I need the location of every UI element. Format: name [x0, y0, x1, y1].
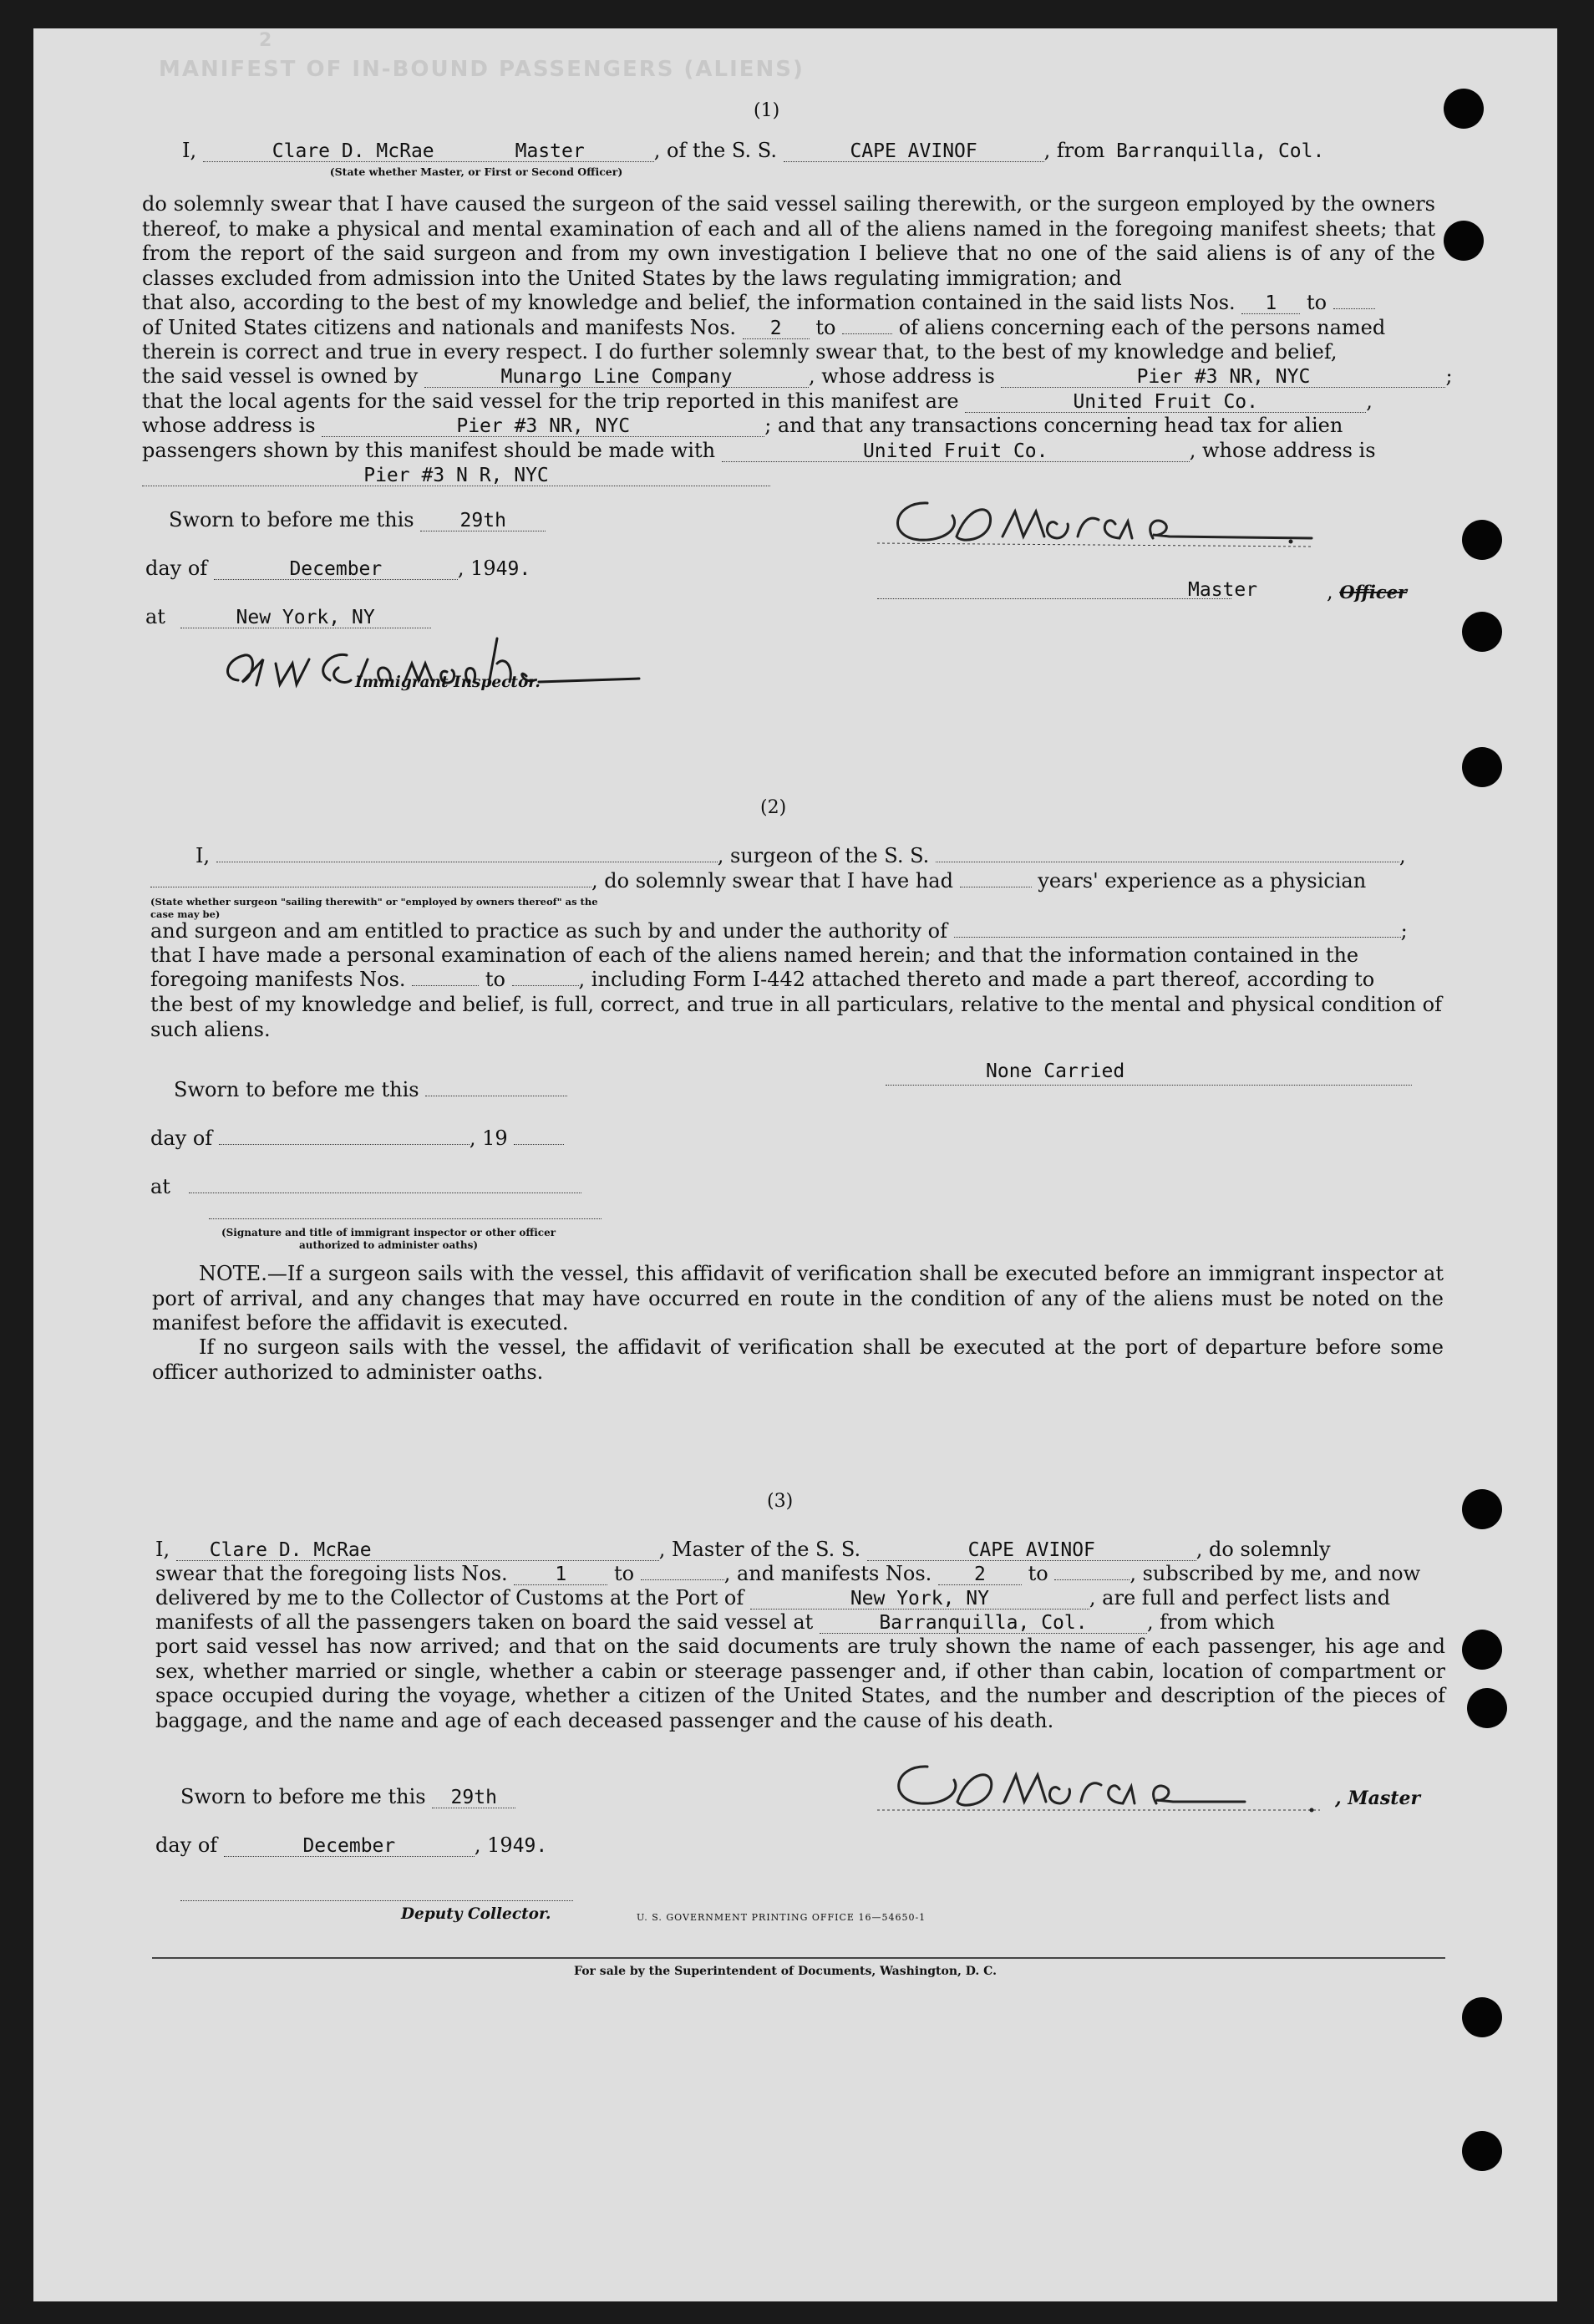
text-run: to — [485, 968, 505, 991]
sworn-label: Sworn to before me this — [169, 508, 414, 531]
port-from: Barranquilla, Col. — [1116, 140, 1325, 162]
at-label: at — [150, 1175, 170, 1198]
text-run: to — [613, 1562, 635, 1585]
day-of-label: day of — [150, 1126, 213, 1150]
section3-line3 — [155, 1586, 1390, 1611]
year-prefix: , 19 — [469, 1126, 508, 1150]
from-label: , from — [1043, 139, 1105, 162]
section-number: (2) — [760, 797, 787, 818]
owner-address-field: Pier #3 NR, NYC — [1001, 367, 1445, 388]
section2-line2 — [150, 869, 1366, 894]
inspector-signature-line — [209, 1218, 602, 1219]
section1-line-tax — [142, 439, 1376, 464]
at-label: at — [145, 605, 165, 628]
port-field: New York, NY — [750, 1589, 1089, 1610]
text-run: manifests of all the passengers taken on board the said vessel at — [155, 1610, 814, 1634]
text-run: that also, according to the best of my knowledge and belief, the information contained in the said lists Nos. — [142, 291, 1236, 314]
lists-to-field — [641, 1579, 724, 1580]
section3-day-of — [155, 1833, 547, 1859]
punch-hole — [1444, 221, 1484, 261]
footer-rule — [152, 1957, 1445, 1959]
place-field: New York, NY — [180, 608, 431, 628]
section1-day-of — [145, 557, 530, 582]
manifests-from-field: 2 — [743, 318, 810, 339]
section2-manifests — [150, 968, 1374, 993]
text-run: , and manifests Nos. — [723, 1562, 932, 1585]
section1-sworn — [169, 508, 546, 533]
section1-line-tax-address — [142, 463, 770, 488]
punch-hole — [1444, 89, 1484, 129]
tax-address-field: Pier #3 N R, NYC — [142, 465, 770, 486]
punch-hole — [1462, 2131, 1502, 2171]
manifest-from-field — [412, 985, 479, 986]
section2-belief: the best of my knowledge and belief, is full, correct, and true in all particulars, relative to the mental and physical condition of such aliens. — [150, 993, 1442, 1041]
i-label: I, — [182, 139, 197, 162]
year-prefix: , 19 — [457, 557, 496, 580]
section2-day-of — [150, 1126, 564, 1152]
text-run: passengers shown by this manifest should be made with — [142, 439, 716, 462]
master-name-field — [203, 141, 654, 162]
sworn-label: Sworn to before me this — [180, 1785, 426, 1808]
text-run: , do solemnly swear that I have had — [591, 869, 953, 892]
surgeon-signature-line — [886, 1085, 1412, 1086]
text-run: , from which — [1146, 1610, 1275, 1634]
text-run: , subscribed by me, and now — [1130, 1562, 1421, 1585]
text-run: to — [1306, 291, 1327, 314]
lists-from-field: 1 — [1241, 293, 1300, 314]
ship-name-field: CAPE AVINOF — [867, 1540, 1196, 1561]
day-of-label: day of — [145, 557, 208, 580]
text-run: ; and that any transactions concerning head tax for alien — [764, 414, 1343, 437]
for-sale-note: For sale by the Superintendent of Documents, Washington, D. C. — [574, 1965, 997, 1978]
master-signature — [877, 478, 1328, 562]
note-paragraph: NOTE.—If a surgeon sails with the vessel, this affidavit of verification shall be executed before an immigrant inspector at port of arrival, and any changes that may have occurred en route in the condition of any of the aliens must be noted on the manifest before the affidavit is executed. — [152, 1262, 1444, 1335]
collector-caption: Deputy Collector. — [401, 1905, 551, 1923]
signer-title: Master — [1188, 579, 1258, 601]
punch-hole — [1462, 1997, 1502, 2037]
section1-line-owner: the said vessel is owned by Munargo Line Company , whose address is Pier #3 NR, NYC ; — [142, 364, 1453, 388]
officer-label: , Officer — [1327, 580, 1408, 603]
section1-line-lists — [142, 291, 1375, 316]
text-run: , including Form I-442 attached thereto and made a part thereof, according to — [578, 968, 1375, 991]
month-field: December — [224, 1836, 475, 1857]
manifests-from-field: 2 — [938, 1564, 1022, 1585]
section3-line2 — [155, 1562, 1420, 1587]
text-run: swear that the foregoing lists Nos. — [155, 1562, 508, 1585]
text-run: , do solemnly — [1196, 1538, 1331, 1561]
i-label: I, — [155, 1538, 170, 1561]
i-label: I, — [195, 844, 211, 867]
section3-paragraph: port said vessel has now arrived; and that on the said documents are truly shown the name of each passenger, his age and sex, whether married or single, whether a cabin or steerage passenger and, if other than cabin, location of compartment or space occupied during the voyage, whether a citizen of the United States, and the number and description of the pieces of baggage, and the name and age of each deceased passenger and the cause of his death. — [155, 1635, 1445, 1732]
section1-at — [145, 605, 431, 630]
officer-struck: Officer — [1339, 582, 1408, 603]
text-run: to — [815, 316, 836, 339]
punch-hole — [1467, 1688, 1507, 1728]
master-label: , Master — [1335, 1787, 1421, 1809]
bleed-through-text: MANIFEST OF IN-BOUND PASSENGERS (ALIENS) — [159, 57, 805, 82]
text-run: that the local agents for the said vessel for the trip reported in this manifest are — [142, 389, 959, 413]
of-ss-label: , of the S. S. — [653, 139, 777, 162]
text-run: , whose address is — [808, 364, 995, 388]
text-run: , whose address is — [1189, 439, 1376, 462]
section3-sworn — [180, 1785, 515, 1810]
manifests-to-field — [842, 333, 892, 334]
authority-field — [954, 937, 1401, 938]
manifests-to-field — [1054, 1579, 1130, 1580]
master-rank: Master — [515, 140, 585, 162]
punch-hole — [1462, 1630, 1502, 1670]
text-run: delivered by me to the Collector of Customs at the Port of — [155, 1586, 744, 1610]
section2-sworn — [174, 1078, 567, 1103]
manifest-to-field — [512, 985, 579, 986]
text-run: to — [1028, 1562, 1048, 1585]
text-run: , surgeon of the S. S. — [717, 844, 930, 867]
section2-line1: I, , surgeon of the S. S. , — [195, 844, 1406, 867]
punch-hole — [1462, 747, 1502, 787]
lists-from-field: 1 — [514, 1564, 607, 1585]
year-field: 49. — [512, 1835, 548, 1857]
sworn-label: Sworn to before me this — [174, 1078, 419, 1101]
year-field: 49. — [495, 558, 531, 580]
month-field: December — [214, 559, 458, 580]
text-run: foregoing manifests Nos. — [150, 968, 406, 991]
section1-line-agents-address — [142, 414, 1343, 439]
master-signature-2 — [877, 1743, 1345, 1818]
owner-field: Munargo Line Company — [424, 367, 809, 388]
sworn-day-field: 29th — [420, 511, 546, 531]
year-prefix: , 19 — [474, 1833, 513, 1857]
collector-signature-line — [180, 1900, 573, 1901]
rank-caption: (State whether Master, or First or Second Officer) — [329, 165, 623, 178]
section2-at — [150, 1175, 581, 1200]
agents-address-field: Pier #3 NR, NYC — [322, 416, 764, 437]
month-field — [219, 1144, 470, 1145]
section2-authority: and surgeon and am entitled to practice as such by and under the authority of ; — [150, 919, 1408, 943]
tax-party-field: United Fruit Co. — [722, 441, 1190, 462]
text-run: , Master of the S. S. — [658, 1538, 861, 1561]
master-name-field: Clare D. McRae — [176, 1540, 659, 1561]
text-run: , are full and perfect lists and — [1089, 1586, 1391, 1610]
ship-name-field: CAPE AVINOF — [784, 141, 1044, 162]
printing-office: U. S. GOVERNMENT PRINTING OFFICE 16—54650-1 — [637, 1912, 926, 1923]
section-number: (3) — [767, 1491, 794, 1512]
inspector-signature — [205, 630, 656, 705]
punch-hole — [1462, 520, 1502, 560]
agents-field: United Fruit Co. — [965, 392, 1366, 413]
section1-line1 — [182, 139, 1324, 165]
punch-hole — [1462, 1489, 1502, 1529]
text-run: years' experience as a physician — [1038, 869, 1367, 892]
lists-to-field — [1333, 308, 1375, 309]
year-field — [514, 1144, 564, 1145]
master-name: Clare D. McRae — [272, 140, 434, 162]
surgeon-caption: (State whether surgeon "sailing therewith" or "employed by owners thereof" as the case may be) — [150, 896, 598, 920]
section-number: (1) — [754, 100, 780, 121]
port-from-field: Barranquilla, Col. — [820, 1613, 1147, 1634]
sworn-day-field: 29th — [432, 1787, 515, 1808]
section1-paragraph: do solemnly swear that I have caused the surgeon of the said vessel sailing therewith, or the surgeon employed by the owners thereof, to make a physical and mental examination of each and all of the aliens named in the foregoing manifest sheets; that from the report of the said surgeon and from my own investigation I believe that no one of the said aliens is of any of the classes excluded from admission into the United States by the laws regulating immigration; and — [142, 192, 1435, 290]
text-run: the said vessel is owned by — [142, 364, 419, 388]
signature-line — [877, 598, 1231, 599]
section1-line-manifests — [142, 316, 1385, 341]
bleed-through-number: 2 — [259, 30, 272, 51]
section2-examination: that I have made a personal examination of each of the aliens named herein; and that the information contained in the — [150, 943, 1359, 967]
text-run: and surgeon and am entitled to practice as such by and under the authority of — [150, 919, 947, 943]
day-of-label: day of — [155, 1833, 218, 1857]
signature-caption: (Signature and title of immigrant inspector or other officer authorized to administer oaths) — [221, 1227, 556, 1251]
section3-line1 — [155, 1538, 1331, 1563]
text-run: of United States citizens and nationals and manifests Nos. — [142, 316, 737, 339]
section1-line-correct: therein is correct and true in every respect. I do further solemnly swear that, to the best of my knowledge and belief, — [142, 340, 1338, 364]
none-carried: None Carried — [986, 1060, 1125, 1082]
text-run: of aliens concerning each of the persons named — [898, 316, 1386, 339]
section3-line4 — [155, 1610, 1275, 1635]
punch-hole — [1462, 612, 1502, 652]
form-sheet — [33, 28, 1557, 2301]
section1-line-agents: that the local agents for the said vessel for the trip reported in this manifest are United Fruit Co. , — [142, 389, 1373, 413]
note2-paragraph: If no surgeon sails with the vessel, the affidavit of verification shall be executed at the port of departure before some officer authorized to administer oaths. — [152, 1335, 1444, 1384]
text-run: whose address is — [142, 414, 316, 437]
inspector-caption: Immigrant Inspector. — [355, 674, 541, 691]
